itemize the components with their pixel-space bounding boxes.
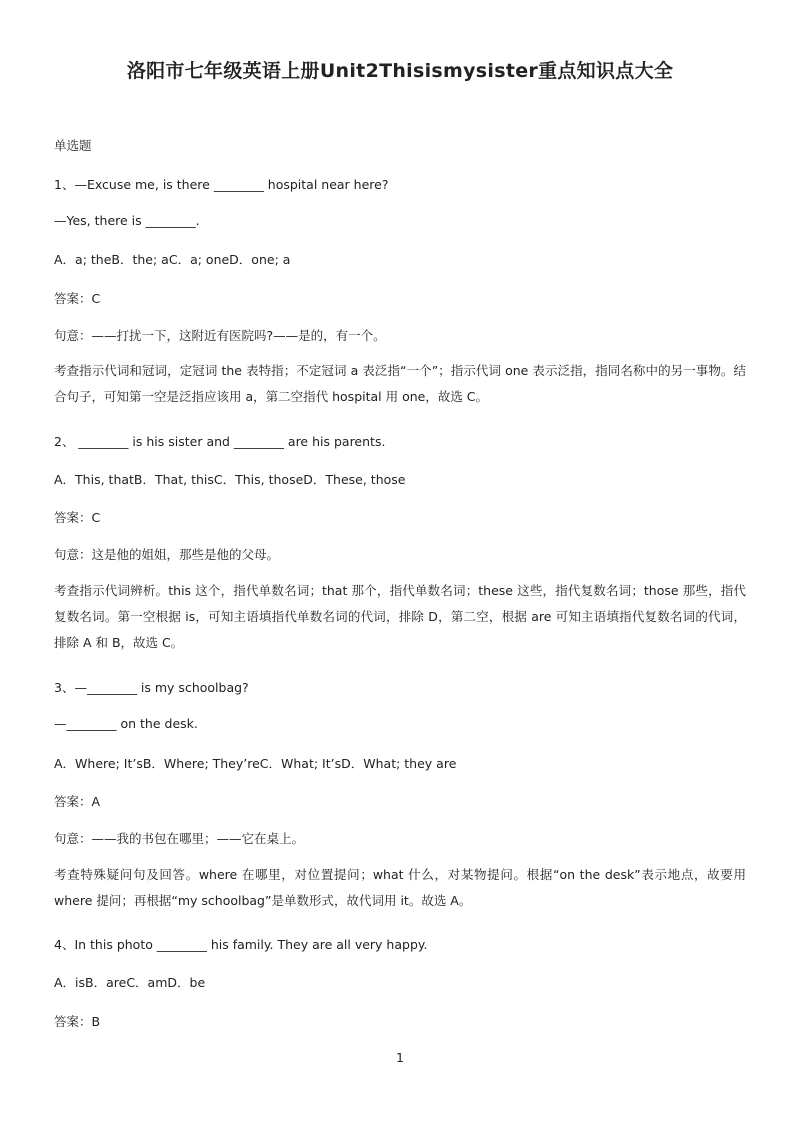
q3-meaning: 句意：——我的书包在哪里；——它在桌上。 (54, 831, 305, 846)
q3-stem-line-1: 3、—________ is my schoolbag? (54, 680, 249, 695)
q3-options: A．Where; It’sB．Where; They’reC．What; It’sD．What; they are (54, 756, 457, 771)
q3-explanation: 考查特殊疑问句及回答。where 在哪里，对位置提问；what 什么，对某物提问。根据“on the desk”表示地点，故要用 where 提问；再根据“my schoolbag”是单数形式，故代词用 it。故选 A。 (54, 867, 746, 908)
q2-stem: 2、 ________ is his sister and ________ are his parents. (54, 434, 386, 449)
q2-answer: 答案：C (54, 510, 101, 525)
q1-stem-line-2: —Yes, there is ________. (54, 213, 200, 228)
q1-meaning: 句意：——打扰一下，这附近有医院吗?——是的，有一个。 (54, 328, 386, 343)
q4-answer: 答案：B (54, 1014, 101, 1029)
q1-answer: 答案：C (54, 291, 101, 306)
q3-answer: 答案：A (54, 794, 101, 809)
q1-stem-line-1: 1、—Excuse me, is there ________ hospital near here? (54, 177, 389, 192)
q2-explanation: 考查指示代词辨析。this 这个，指代单数名词；that 那个，指代单数名词；these 这些，指代复数名词；those 那些，指代复数名词。第一空根据 is，可知主语填指代单数名词的代词，排除 D，第二空，根据 are 可知主语填指代复数名词的代词，排除 A 和 B，故选 C。 (54, 583, 746, 650)
q3-stem-line-2: —________ on the desk. (54, 716, 198, 731)
section-heading: 单选题 (54, 138, 92, 153)
q1-options: A．a; theB．the; aC．a; oneD．one; a (54, 252, 291, 267)
q2-options: A．This, thatB．That, thisC．This, thoseD．These, those (54, 472, 406, 487)
q2-meaning: 句意：这是他的姐姐，那些是他的父母。 (54, 547, 280, 562)
page-title: 洛阳市七年级英语上册Unit2Thisismysister重点知识点大全 (126, 60, 674, 82)
q1-explanation: 考查指示代词和冠词，定冠词 the 表特指；不定冠词 a 表泛指“一个”；指示代词 one 表示泛指，指同名称中的另一事物。结合句子，可知第一空是泛指应该用 a，第二空指代 hospital 用 one，故选 C。 (54, 363, 746, 404)
q4-stem: 4、In this photo ________ his family. They are all very happy. (54, 937, 428, 952)
page-number: 1 (396, 1050, 404, 1065)
q4-options: A．isB．areC．amD．be (54, 975, 206, 990)
